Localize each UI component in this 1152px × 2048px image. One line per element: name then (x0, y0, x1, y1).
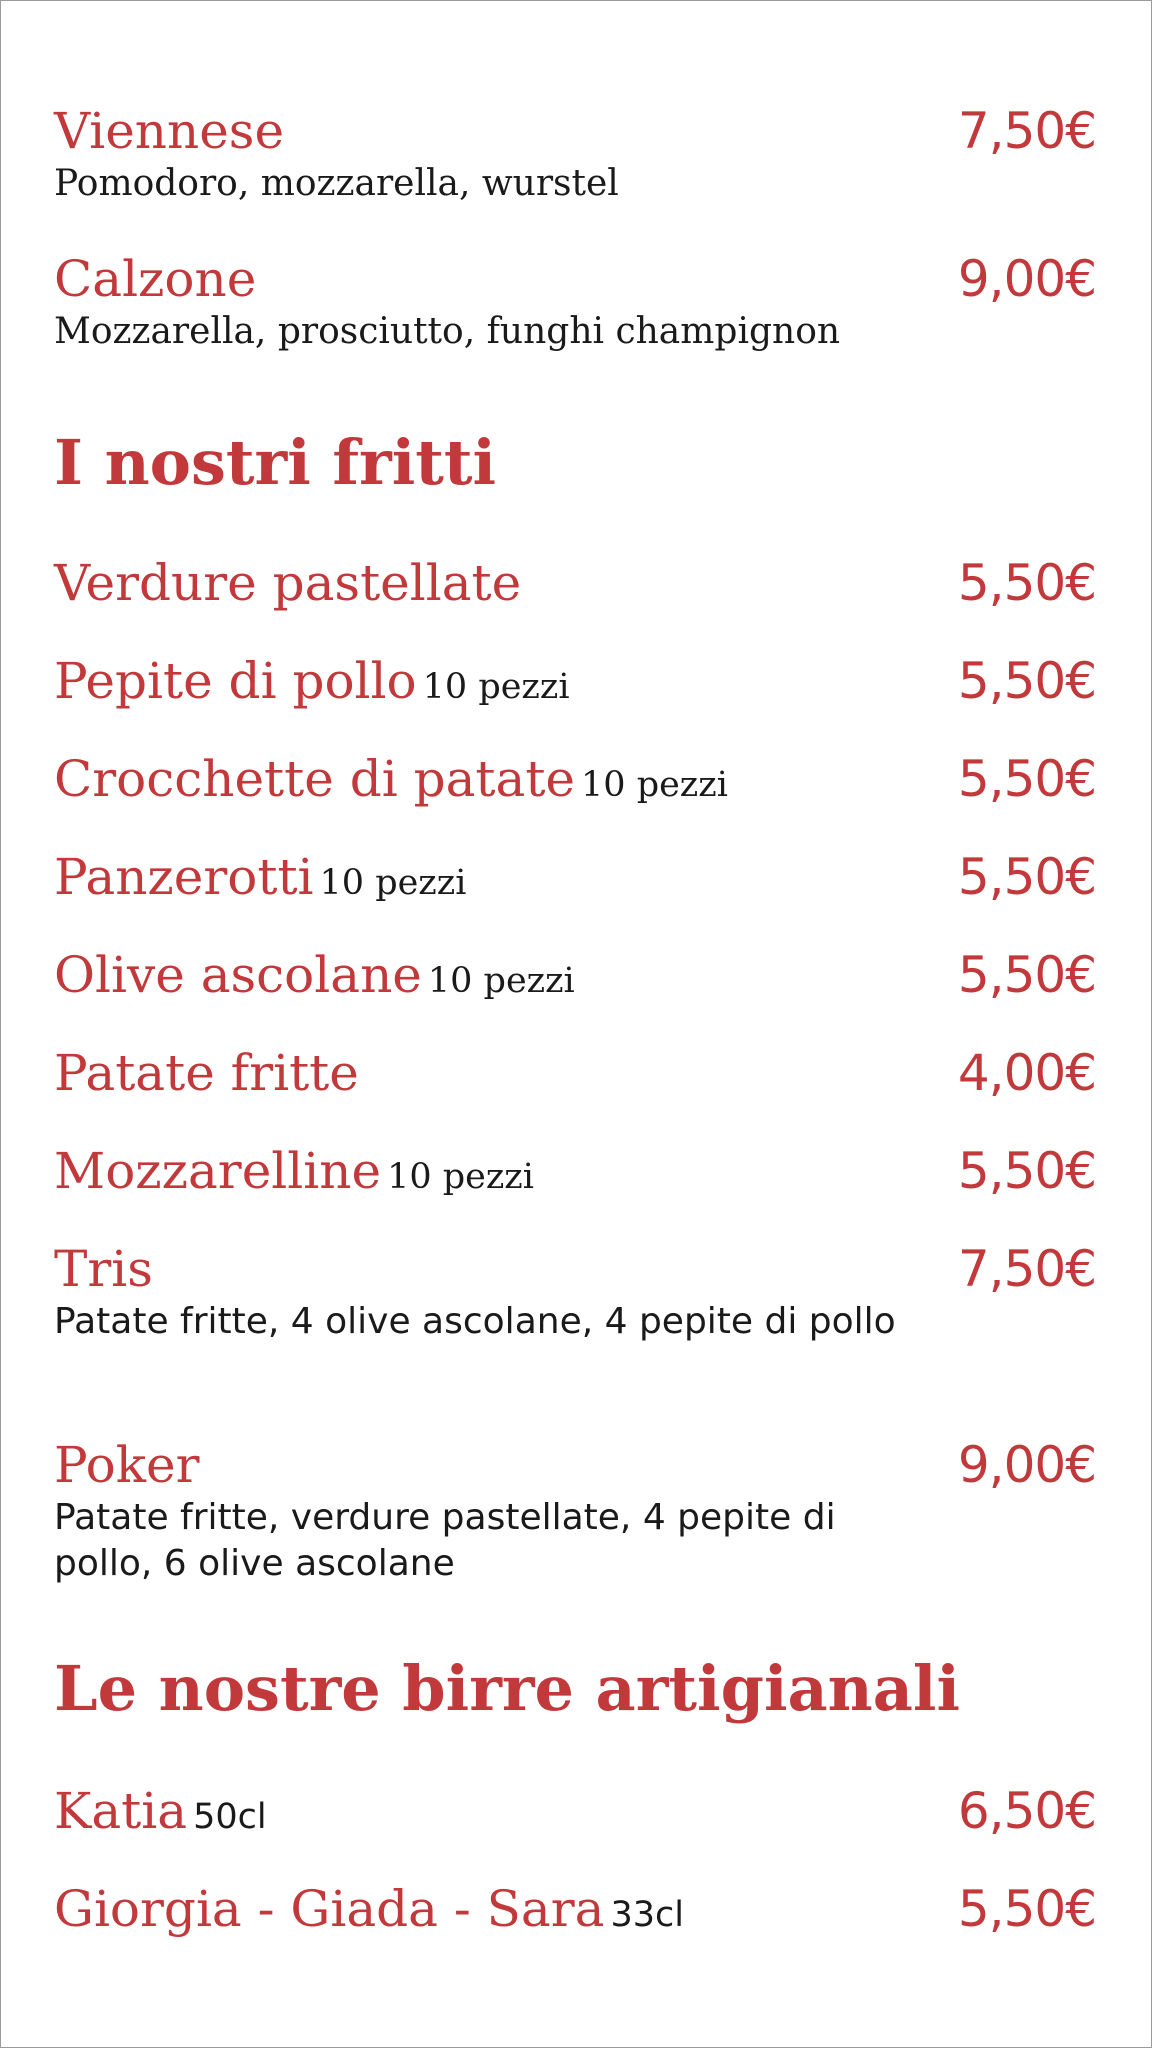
item-price: 6,50€ (957, 1782, 1096, 1840)
item-quantity: 10 pezzi (581, 765, 728, 805)
item-quantity: 10 pezzi (387, 1157, 534, 1197)
item-price: 9,00€ (957, 250, 1096, 308)
item-quantity: 10 pezzi (422, 667, 570, 707)
item-name: Katia 50cl (54, 1782, 267, 1840)
menu-item (54, 749, 1096, 809)
item-quantity: 50cl (193, 1797, 267, 1837)
item-name: Viennese (54, 102, 285, 160)
item-quantity: 33cl (610, 1895, 684, 1935)
item-quantity: 10 pezzi (319, 863, 467, 903)
section-heading-fritti: I nostri fritti (54, 426, 497, 499)
item-price: 9,00€ (957, 1436, 1096, 1494)
menu-item (54, 1043, 1096, 1103)
menu-item-katia (54, 1781, 1096, 1841)
item-description: Patate fritte, 4 olive ascolane, 4 pepite di pollo (54, 1301, 896, 1342)
item-name: Olive ascolane 10 pezzi (54, 946, 575, 1004)
item-name: Verdure pastellate (54, 554, 522, 612)
item-description: Pomodoro, mozzarella, wurstel (54, 163, 619, 204)
menu-item-poker (54, 1435, 1096, 1587)
item-price: 5,50€ (957, 652, 1096, 710)
item-price: 5,50€ (957, 1142, 1096, 1200)
menu-item (54, 1141, 1096, 1201)
menu-item-tris (54, 1239, 1096, 1345)
item-name: Mozzarelline 10 pezzi (54, 1142, 534, 1200)
item-quantity: 10 pezzi (427, 961, 575, 1001)
item-name: Calzone (54, 250, 257, 308)
item-name: Panzerotti 10 pezzi (54, 848, 467, 906)
item-price: 5,50€ (957, 554, 1096, 612)
item-name: Crocchette di patate 10 pezzi (54, 750, 728, 808)
item-name: Patate fritte (54, 1044, 359, 1102)
item-price: 4,00€ (957, 1044, 1096, 1102)
item-price: 5,50€ (957, 1880, 1096, 1938)
menu-item (54, 847, 1096, 907)
item-description: Mozzarella, prosciutto, funghi champignon (54, 311, 841, 352)
menu-item (54, 553, 1096, 613)
menu-item (54, 651, 1096, 711)
item-name: Pepite di pollo 10 pezzi (54, 652, 570, 710)
item-price: 5,50€ (957, 750, 1096, 808)
item-description: Patate fritte, verdure pastellate, 4 pepite di pollo, 6 olive ascolane (54, 1497, 836, 1584)
item-name: Poker (54, 1436, 200, 1494)
item-price: 7,50€ (957, 1240, 1096, 1298)
item-name: Giorgia - Giada - Sara 33cl (54, 1880, 684, 1938)
menu-item-calzone (54, 249, 1096, 355)
item-price: 5,50€ (957, 946, 1096, 1004)
item-name: Tris (54, 1240, 153, 1298)
item-price: 7,50€ (957, 102, 1096, 160)
menu-item (54, 945, 1096, 1005)
section-heading-birre: Le nostre birre artigianali (54, 1652, 961, 1725)
item-price: 5,50€ (957, 848, 1096, 906)
menu-item-giorgia-giada-sara (54, 1879, 1096, 1939)
menu-item-viennese (54, 101, 1096, 207)
